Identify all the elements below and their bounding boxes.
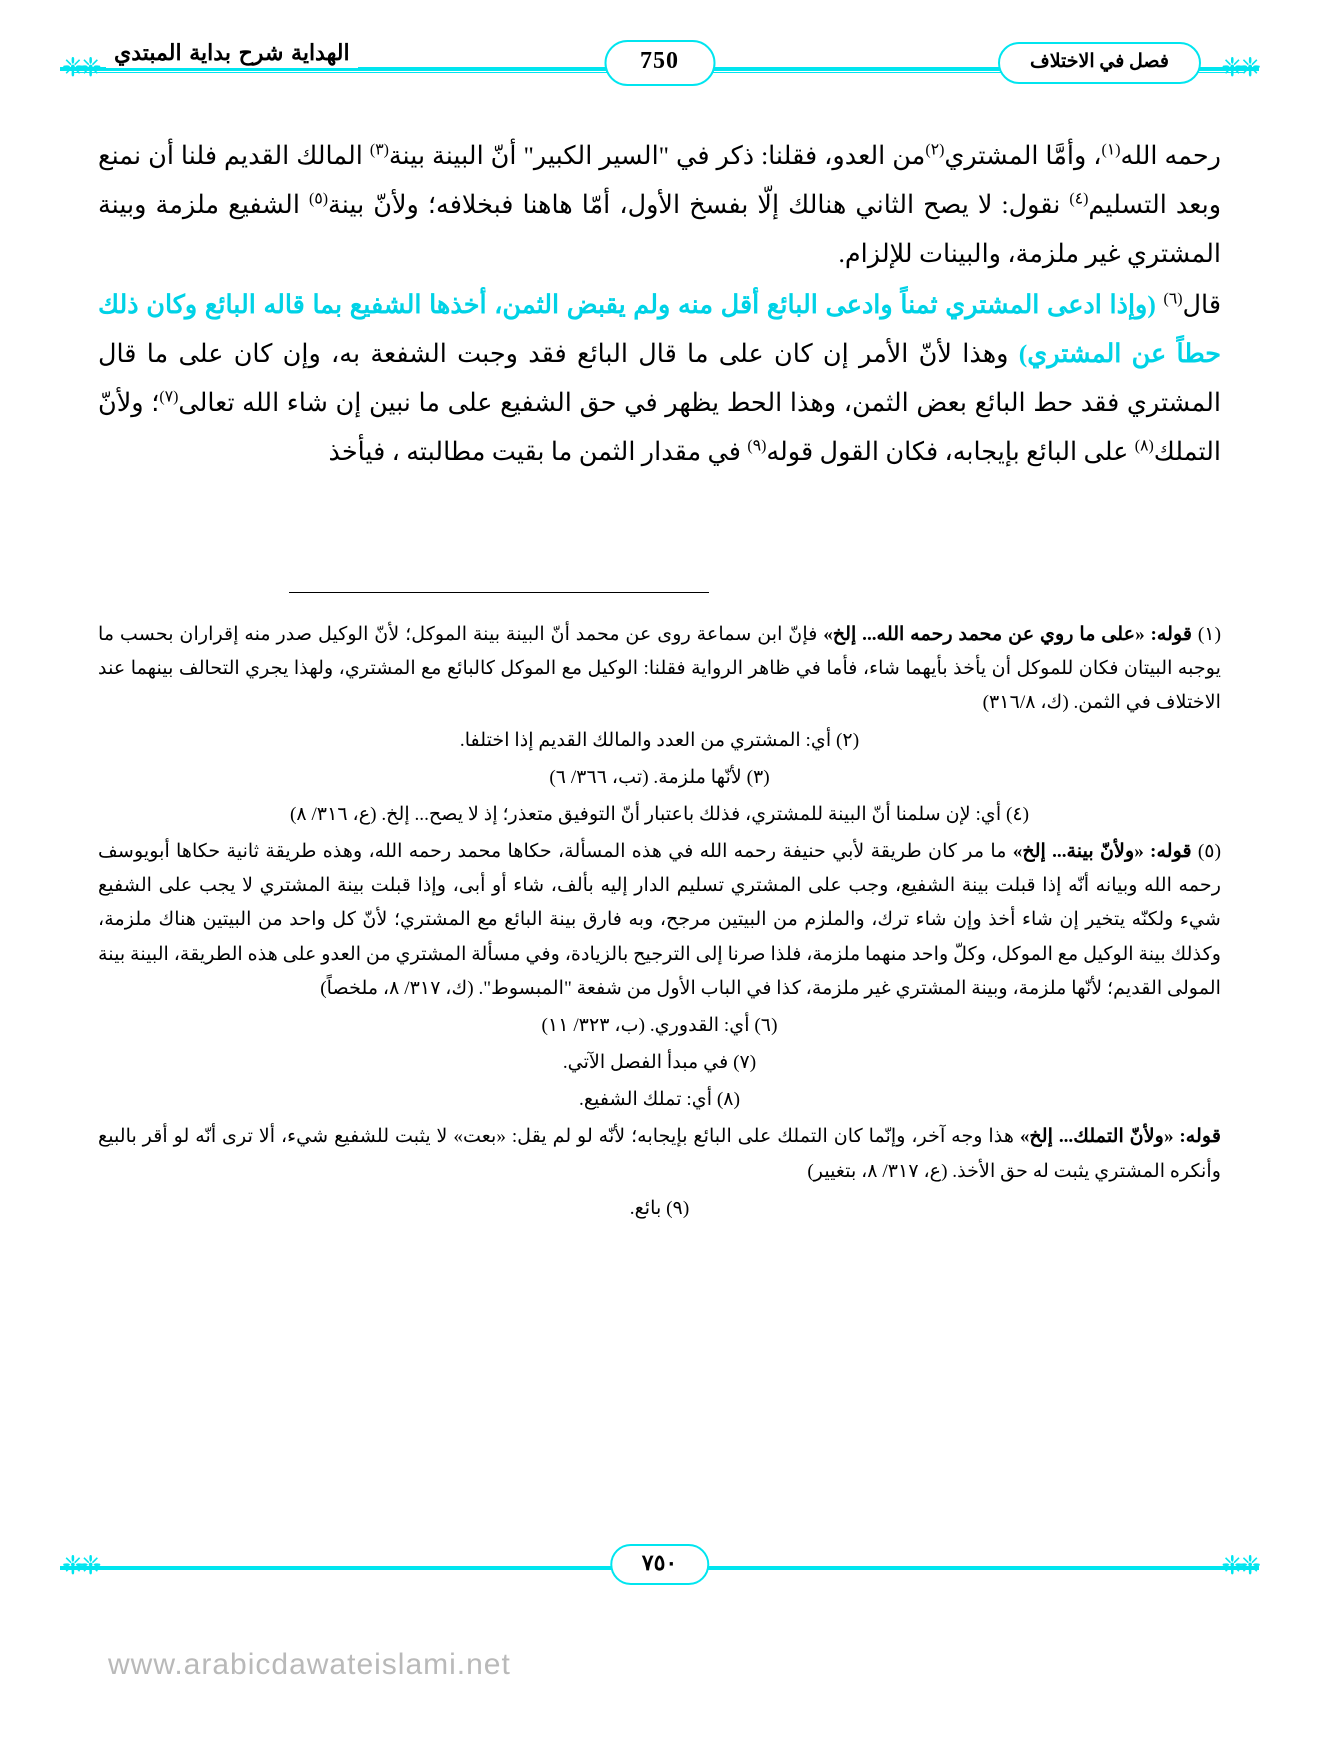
footer-ornament-left-icon: ❈❈ [62,1551,98,1580]
footnote-item: (٤) أي: لإن سلمنا أنّ البينة للمشتري، فذلك باعتبار أنّ التوفيق متعذر؛ إذ لا يصح... إلخ. (ع، ٣١٦/ ٨) [289,803,1030,825]
page-footer [60,1544,1259,1592]
page-number-footer: ٧٥٠ [610,1544,709,1585]
header-ornament-left-icon: ❈❈ [62,53,98,82]
paragraph-1: رحمه الله$^{(١)}$، وأمَّا المشتري$^{(٢)}$من العدو، فقلنا: ذكر في "السير الكبير" أنّ البينة بينة$^{(٣)}$ المالك القديم فلنا أن نمنع وبعد التسليم$^{(٤)}$ نقول: لا يصح الثاني هنالك إلّا بفسخ الأول، أمّا هاهنا فبخلافه؛ ولأنّ بينة$^{(٥)}$ الشفيع ملزمة وبينة المشتري غير ملزمة، والبينات للإلزام. [98,141,1222,268]
footnotes-section [98,618,1221,1229]
footnote-item: (٣) لأنّها ملزمة. (تب، ٣٦٦/ ٦) [549,766,770,788]
page-number-header: 750 [604,40,715,86]
footnote-item: (٥) قوله: «ولأنّ بينة... إلخ» ما مر كان طريقة لأبي حنيفة رحمه الله في هذه المسألة، حكاها محمد رحمه الله، وهذه طريقة ثانية حكاها أبويوسف رحمه الله وبيانه أنّه إذا قبلت بينة الشفيع، وجب على المشتري تسليم الدار إليه بألف، شاء أو أبى، وإذا قبلت بينة المشتري لا يجب على الشفيع شيء ولكنّه يتخير إن شاء أخذ وإن شاء ترك، والملزم من البيتين مرجح، وبه فارق بينة البائع مع المشتري؛ لأنّ كل واحد من البيتين هناك ملزمة، وكذلك بينة الوكيل مع الموكل، وكلّ واحد منهما ملزمة، فلذا صرنا إلى الترجيح بالزيادة، وفي مسألة المشتري من العدو على هذه الطريقة، البينة بينة المولى القديم؛ لأنّها ملزمة، وبينة المشتري غير ملزمة، كذا في الباب الأول من شفعة "المبسوط". (ك، ٣١٧/ ٨، ملخصاً) [98,841,1221,999]
book-title-logo: الهداية شرح بداية المبتدي [106,38,358,68]
footnote-item: (٢) أي: المشتري من العدد والمالك القديم إذا اختلفا. [459,729,860,751]
header-ornament-right-icon: ❈❈ [1221,53,1257,82]
paragraph-2: قال$^{(٦)}$ (وإذا ادعى المشتري ثمناً وادعى البائع أقل منه ولم يقبض الثمن، أخذها الشفيع بما قاله البائع وكان ذلك حطاً عن المشتري) وهذا لأنّ الأمر إن كان على ما قال البائع فقد وجبت الشفعة به، وإن كان على ما قال المشتري فقد حط البائع بعض الثمن، وهذا الحط يظهر في حق الشفيع على ما نبين إن شاء الله تعالى$^{(٧)}$؛ ولأنّ التملك$^{(٨)}$ على البائع بإيجابه، فكان القول قوله$^{(٩)}$ في مقدار الثمن ما بقيت مطالبته ، فيأخذ [98,289,1222,466]
footnote-separator [289,592,709,593]
watermark-url: www.arabicdawateislami.net [108,1648,511,1681]
footnote-item: (٦) أي: القدوري. (ب، ٣٢٣/ ١١) [541,1014,778,1036]
page-header [60,38,1259,100]
footnote-item: قوله: «ولأنّ التملك... إلخ» هذا وجه آخر، وإنّما كان التملك على البائع بإيجابه؛ لأنّه لو لم يقل: «بعت» لا يثبت للشفيع شيء، ألا ترى أنّه لو أقر بالبيع وأنكره المشتري يثبت له حق الأخذ. (ع، ٣١٧/ ٨، بتغيير) [98,1126,1221,1182]
footnote-item: (٨) أي: تملك الشفيع. [579,1089,740,1111]
footnote-item: (٩) بائع. [629,1197,690,1219]
chapter-label: فصل في الاختلاف [998,42,1201,84]
footnote-item: (١) قوله: «على ما روي عن محمد رحمه الله... إلخ» فإنّ ابن سماعة روى عن محمد أنّ البينة بينة الموكل؛ لأنّ الوكيل صدر منه إقراران بحسب ما يوجبه البيتان فكان للموكل أن يأخذ بأيهما شاء، فأما في ظاهر الرواية فقلنا: الوكيل مع الموكل كالبائع مع المشتري، ولهذا يجري التحالف بينهما عند الاختلاف في الثمن. (ك، ٣١٦/٨) [98,624,1221,714]
main-body-text [98,132,1221,479]
footnote-item: (٧) في مبدأ الفصل الآتي. [562,1052,757,1074]
footer-ornament-right-icon: ❈❈ [1221,1551,1257,1580]
